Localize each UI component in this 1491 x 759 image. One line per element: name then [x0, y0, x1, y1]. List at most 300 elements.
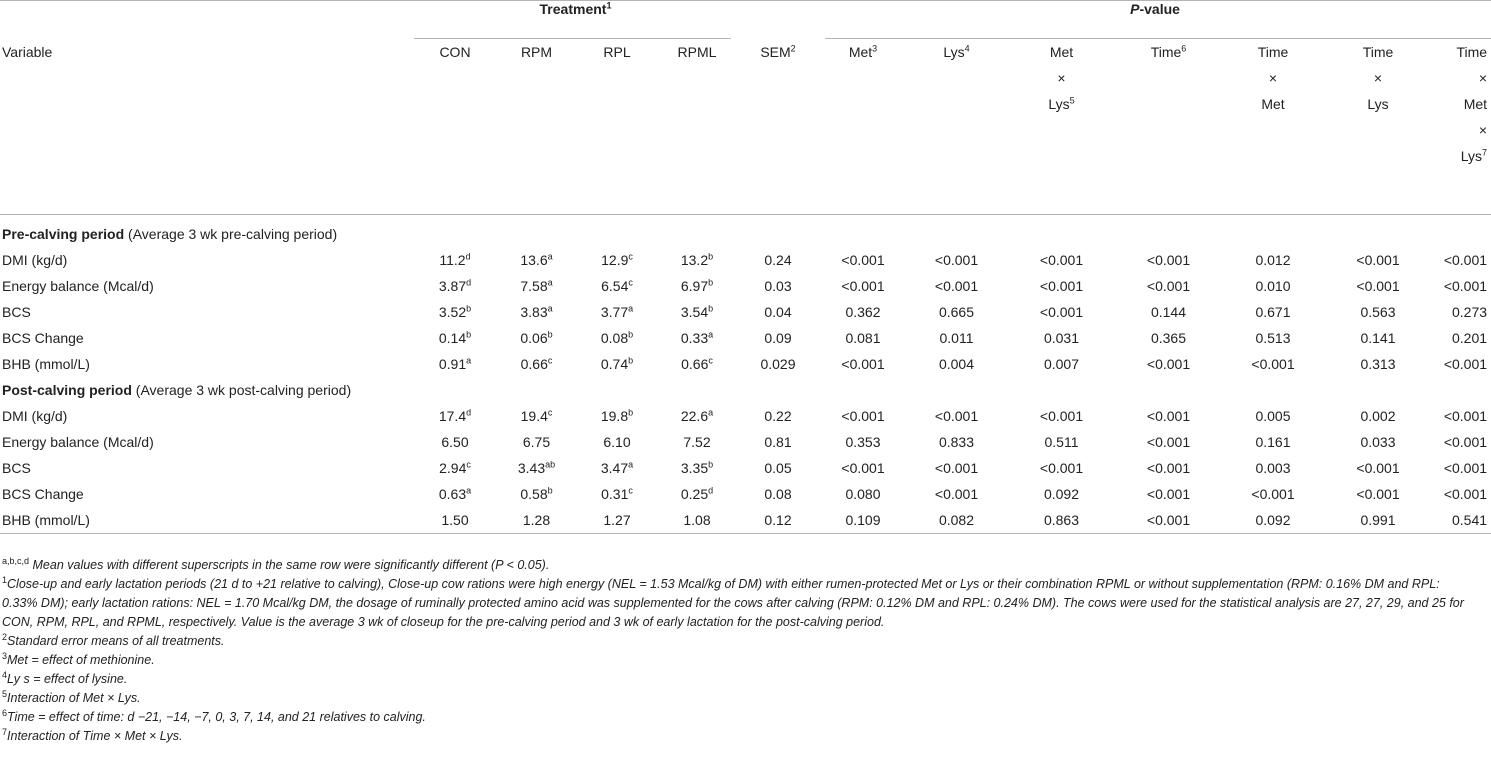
cell-superscript: a: [708, 329, 714, 340]
table-cell: [1220, 299, 1326, 325]
footnote: [2, 556, 1468, 575]
cell-value: 3.83: [520, 304, 548, 320]
table-cell: [1326, 247, 1430, 273]
table-cell: [414, 351, 496, 377]
cell-value: 11.2: [439, 252, 466, 268]
cell-value: 0.005: [1255, 408, 1291, 424]
cell-superscript: b: [628, 329, 634, 340]
col-header-timemetlys: [1430, 39, 1491, 214]
cell-value: 6.50: [441, 434, 469, 450]
cell-value: 0.092: [1255, 512, 1291, 528]
col-header-sup: 4: [964, 43, 970, 54]
section-label: [0, 215, 1491, 248]
table-row: [0, 429, 1491, 455]
col-header-time: [1117, 39, 1220, 214]
cell-value: 12.9: [601, 252, 629, 268]
cell-value: <0.001: [934, 460, 979, 476]
cell-value: 0.003: [1255, 460, 1291, 476]
table-cell: [819, 403, 907, 429]
cell-value: 0.31: [601, 486, 629, 502]
cell-value: 0.991: [1360, 512, 1396, 528]
col-header-text: Lys: [943, 44, 965, 60]
column-header-row: [0, 39, 1491, 214]
table-cell: [414, 247, 496, 273]
table-cell: [496, 455, 577, 481]
cell-value: 0.25: [680, 486, 709, 502]
table-cell: [1326, 481, 1430, 507]
col-header-line: Time: [1362, 44, 1394, 60]
table-cell: [1430, 455, 1491, 481]
table-cell: [414, 481, 496, 507]
blank-cell: [737, 1, 819, 40]
col-header-sup: 5: [1069, 95, 1075, 106]
cell-value: 0.12: [764, 512, 792, 528]
row-label: DMI (kg/d): [2, 408, 68, 424]
table-row: [0, 273, 1491, 299]
variable-header: Variable: [2, 44, 53, 60]
col-header-sup: 2: [790, 43, 796, 54]
cell-value: <0.001: [1146, 486, 1191, 502]
cell-value: <0.001: [1146, 252, 1191, 268]
cell-superscript: c: [628, 485, 633, 496]
table-cell: [1326, 507, 1430, 534]
col-header-text: Lys: [1460, 148, 1483, 164]
table-cell: [1006, 507, 1117, 534]
cell-value: 1.27: [603, 512, 631, 528]
cell-value: 0.04: [764, 304, 792, 320]
footnote: [2, 708, 1468, 727]
cell-value: 3.43: [517, 460, 546, 476]
cell-value: <0.001: [841, 252, 885, 268]
col-header-line: RPM: [520, 44, 553, 60]
table-cell: [1326, 403, 1430, 429]
table-cell: [1430, 325, 1491, 351]
table-cell: [1326, 351, 1430, 377]
cell-superscript: b: [628, 355, 634, 366]
table-row: [0, 351, 1491, 377]
footnote-text: Ly s = effect of lysine.: [7, 672, 128, 686]
footnote-sup: 3: [2, 650, 8, 661]
cell-superscript: d: [708, 485, 714, 496]
table-cell: [496, 351, 577, 377]
cell-value: <0.001: [1146, 408, 1191, 424]
table-cell: [657, 273, 737, 299]
col-header-line: ×: [1478, 70, 1488, 86]
table-cell: [1326, 455, 1430, 481]
pvalue-group-header: [819, 1, 1491, 40]
cell-value: 3.54: [680, 304, 709, 320]
table-cell: [414, 455, 496, 481]
cell-superscript: a: [466, 355, 472, 366]
table-cell: [1220, 273, 1326, 299]
col-header-sup: 7: [1482, 147, 1488, 158]
cell-value: 0.010: [1255, 278, 1291, 294]
row-label: BCS Change: [2, 486, 84, 502]
table-cell: [1117, 403, 1220, 429]
table-cell: [577, 507, 657, 534]
cell-value: 0.671: [1255, 304, 1291, 320]
table-cell: [1430, 273, 1491, 299]
col-header-line: Met: [1261, 96, 1285, 112]
table-cell: [577, 325, 657, 351]
cell-value: 19.4: [520, 408, 548, 424]
table-cell: [577, 273, 657, 299]
table-cell: [737, 403, 819, 429]
cell-value: <0.001: [841, 356, 885, 372]
table-cell: [657, 481, 737, 507]
cell-superscript: b: [708, 277, 714, 288]
col-header-line: [1117, 39, 1220, 65]
cell-value: 0.58: [520, 486, 548, 502]
table-cell: [414, 273, 496, 299]
footnote-text: Time = effect of time: d −21, −14, −7, 0, 3, 7, 14, and 21 relatives to calving.: [7, 710, 426, 724]
col-header-timemet: [1220, 39, 1326, 214]
cell-superscript: a: [547, 303, 553, 314]
table-cell: [657, 429, 737, 455]
cell-value: 0.109: [845, 512, 881, 528]
table-cell: [1220, 481, 1326, 507]
table-cell: [414, 299, 496, 325]
blank-cell: [0, 1, 414, 40]
cell-value: 17.4: [438, 408, 467, 424]
cell-value: 0.513: [1255, 330, 1291, 346]
cell-value: <0.001: [1356, 252, 1400, 268]
table-cell: [1430, 247, 1491, 273]
cell-value: <0.001: [1039, 252, 1084, 268]
cell-value: 0.09: [764, 330, 792, 346]
table-cell: [657, 455, 737, 481]
table-cell: [737, 455, 819, 481]
table-cell: [819, 481, 907, 507]
cell-value: 0.33: [680, 330, 709, 346]
cell-value: 13.6: [520, 252, 548, 268]
table-cell: [577, 403, 657, 429]
footnote-sup: 2: [2, 631, 8, 642]
table-cell: [414, 429, 496, 455]
col-header-line: ×: [1268, 70, 1278, 86]
treatment-label: Treatment: [539, 1, 607, 17]
cell-value: <0.001: [934, 486, 979, 502]
cell-superscript: b: [547, 329, 553, 340]
cell-value: 0.24: [764, 252, 792, 268]
col-header-line: ×: [1478, 122, 1488, 138]
cell-superscript: b: [547, 485, 553, 496]
cell-value: <0.001: [1146, 512, 1191, 528]
table-cell: [577, 247, 657, 273]
table-cell: [1430, 403, 1491, 429]
cell-value: 0.353: [845, 434, 881, 450]
footnote-text: Standard error means of all treatments.: [7, 634, 225, 648]
cell-value: 0.012: [1255, 252, 1291, 268]
col-header-line: ×: [1373, 70, 1383, 86]
table-cell: [737, 273, 819, 299]
table-cell: [907, 247, 1006, 273]
cell-superscript: d: [466, 277, 472, 288]
cell-value: <0.001: [1356, 460, 1400, 476]
footnote-text: Interaction of Time × Met × Lys.: [7, 729, 183, 743]
table-cell: [657, 351, 737, 377]
table-cell: [496, 247, 577, 273]
table-cell: [1430, 481, 1491, 507]
table-cell: [496, 403, 577, 429]
footnote: [2, 727, 1468, 746]
cell-value: 13.2: [680, 252, 709, 268]
table-cell: [737, 325, 819, 351]
table-cell: [1326, 273, 1430, 299]
table-cell: [414, 507, 496, 534]
row-label: BCS: [2, 460, 31, 476]
cell-superscript: b: [708, 303, 714, 314]
table-cell: [1220, 325, 1326, 351]
row-label: Energy balance (Mcal/d): [2, 278, 154, 294]
footnote-text: Met = effect of methionine.: [7, 653, 155, 667]
table-cell: [1006, 273, 1117, 299]
col-header-line: CON: [439, 44, 471, 60]
cell-value: 2.94: [439, 460, 467, 476]
cell-value: 0.029: [760, 356, 796, 372]
table-cell: [1006, 403, 1117, 429]
table-row: [0, 247, 1491, 273]
cell-value: 0.06: [520, 330, 548, 346]
row-label: BCS: [2, 304, 31, 320]
cell-value: <0.001: [934, 408, 979, 424]
row-label: BHB (mmol/L): [2, 356, 90, 372]
cell-value: 0.081: [845, 330, 881, 346]
cell-value: <0.001: [841, 278, 885, 294]
section-subtitle: (Average 3 wk pre-calving period): [124, 226, 338, 242]
cell-value: 0.033: [1360, 434, 1396, 450]
cell-value: 3.77: [600, 304, 629, 320]
cell-value: 0.81: [764, 434, 792, 450]
table-cell: [496, 481, 577, 507]
cell-value: 0.563: [1360, 304, 1396, 320]
section-title: Post-calving period: [2, 382, 132, 398]
table-cell: [657, 247, 737, 273]
col-header-text: Lys: [1048, 96, 1070, 112]
cell-value: 0.74: [600, 356, 629, 372]
table-cell: [819, 455, 907, 481]
cell-value: 7.58: [520, 278, 548, 294]
treatment-group-header: [414, 1, 737, 40]
cell-superscript: b: [708, 251, 714, 262]
table-cell: [737, 481, 819, 507]
col-header-met: [819, 39, 907, 214]
table-cell: [1006, 299, 1117, 325]
table-cell: [414, 403, 496, 429]
col-header-sem: [737, 39, 819, 214]
table-cell: [907, 351, 1006, 377]
table-cell: [1430, 507, 1491, 534]
cell-value: 22.6: [680, 408, 709, 424]
footnote-sup: 1: [2, 574, 8, 585]
cell-value: <0.001: [1443, 486, 1488, 502]
cell-value: 0.22: [764, 408, 792, 424]
table-cell: [414, 325, 496, 351]
table-cell: [1220, 429, 1326, 455]
footnote-sup: 7: [2, 726, 8, 737]
row-label: DMI (kg/d): [2, 252, 68, 268]
table-cell: [1117, 247, 1220, 273]
cell-superscript: c: [628, 277, 633, 288]
table-cell: [496, 507, 577, 534]
cell-value: 7.52: [683, 434, 711, 450]
cell-superscript: a: [547, 251, 553, 262]
col-header-line: Time: [1257, 44, 1289, 60]
table-cell: [1117, 273, 1220, 299]
col-header-line: [1006, 91, 1117, 117]
table-cell: [1006, 325, 1117, 351]
cell-value: 0.080: [845, 486, 881, 502]
table-cell: [737, 299, 819, 325]
table-cell: [496, 429, 577, 455]
footnote: [2, 689, 1468, 708]
cell-value: 0.665: [938, 304, 975, 320]
col-header-line: [907, 39, 1006, 65]
footnotes: [2, 556, 1468, 746]
cell-superscript: b: [708, 459, 714, 470]
table-row: [0, 325, 1491, 351]
footnote-text: Mean values with different superscripts in the same row were significantly different (P < 0.05).: [29, 558, 550, 572]
footnote-sup: 5: [2, 688, 8, 699]
table-cell: [1006, 455, 1117, 481]
treatment-sup: 1: [606, 0, 612, 11]
col-header-rpm: [496, 39, 577, 214]
table-row: [0, 455, 1491, 481]
cell-value: 0.313: [1360, 356, 1396, 372]
footnote-text: Interaction of Met × Lys.: [7, 691, 141, 705]
table-cell: [1117, 455, 1220, 481]
cell-value: 0.161: [1255, 434, 1291, 450]
table-cell: [1117, 299, 1220, 325]
cell-value: <0.001: [841, 408, 885, 424]
table-cell: [907, 429, 1006, 455]
table-row: [0, 481, 1491, 507]
table-cell: [1326, 299, 1430, 325]
col-header-rpml: [657, 39, 737, 214]
col-header-lys: [907, 39, 1006, 214]
col-header-line: Met: [1049, 44, 1074, 60]
cell-value: <0.001: [1356, 486, 1400, 502]
table-cell: [1006, 247, 1117, 273]
cell-value: <0.001: [1146, 278, 1191, 294]
section-subtitle: (Average 3 wk post-calving period): [131, 382, 352, 398]
col-header-line: [1430, 143, 1487, 169]
table-cell: [1220, 351, 1326, 377]
col-header-text: SEM: [760, 44, 791, 60]
cell-superscript: a: [547, 277, 553, 288]
table-cell: [907, 273, 1006, 299]
cell-value: 0.03: [764, 278, 792, 294]
cell-superscript: c: [547, 407, 553, 418]
table-cell: [1006, 351, 1117, 377]
cell-value: <0.001: [1039, 278, 1084, 294]
cell-superscript: b: [466, 329, 472, 340]
table-cell: [737, 507, 819, 534]
cell-value: <0.001: [1251, 486, 1295, 502]
cell-value: 0.365: [1150, 330, 1187, 346]
footnote-sup: 6: [2, 707, 8, 718]
col-header-line: Met: [1463, 96, 1488, 112]
table-cell: [907, 481, 1006, 507]
table-cell: [737, 429, 819, 455]
table-cell: [577, 351, 657, 377]
table-cell: [1220, 455, 1326, 481]
cell-value: 19.8: [600, 408, 629, 424]
cell-value: 0.66: [681, 356, 709, 372]
cell-value: 0.863: [1043, 512, 1080, 528]
footnote-sup: a,b,c,d: [2, 555, 30, 566]
row-label: BHB (mmol/L): [0, 507, 414, 534]
cell-value: <0.001: [841, 460, 885, 476]
table-cell: [657, 325, 737, 351]
table-cell: [657, 507, 737, 534]
section-label: [0, 377, 1491, 403]
table-cell: [1326, 325, 1430, 351]
cell-value: 0.05: [764, 460, 792, 476]
cell-value: 3.47: [600, 460, 629, 476]
table-cell: [737, 247, 819, 273]
pvalue-p: P: [1130, 1, 1140, 17]
cell-superscript: a: [628, 459, 634, 470]
table-cell: [657, 299, 737, 325]
table-cell: [1220, 403, 1326, 429]
col-header-line: RPML: [677, 44, 717, 60]
table-cell: [907, 299, 1006, 325]
table-cell: [577, 299, 657, 325]
cell-value: <0.001: [1146, 460, 1191, 476]
table-cell: [577, 455, 657, 481]
table-row: [0, 403, 1491, 429]
table-cell: [1430, 351, 1491, 377]
cell-value: 0.273: [1452, 304, 1488, 320]
cell-value: <0.001: [1146, 434, 1191, 450]
cell-value: 0.007: [1043, 356, 1080, 372]
col-header-text: Met: [848, 44, 873, 60]
cell-superscript: c: [547, 355, 553, 366]
section-row: [0, 215, 1491, 248]
cell-value: <0.001: [1251, 356, 1295, 372]
table-cell: [819, 325, 907, 351]
table-cell: [819, 273, 907, 299]
table-cell: [577, 481, 657, 507]
cell-value: 0.541: [1452, 512, 1488, 528]
footnote-sup: 4: [2, 669, 8, 680]
cell-superscript: c: [708, 355, 713, 366]
cell-value: 0.002: [1360, 408, 1396, 424]
cell-superscript: ab: [545, 459, 556, 470]
pvalue-rest: -value: [1139, 1, 1180, 17]
table-cell: [819, 247, 907, 273]
table-row: [0, 299, 1491, 325]
table-cell: [1430, 299, 1491, 325]
table-cell: [907, 325, 1006, 351]
row-label: BCS Change: [2, 330, 84, 346]
cell-value: <0.001: [1443, 356, 1488, 372]
cell-superscript: b: [466, 303, 472, 314]
col-header-metlys: [1006, 39, 1117, 214]
table-cell: [1117, 429, 1220, 455]
table-cell: [1006, 481, 1117, 507]
row-label: Energy balance (Mcal/d): [2, 434, 154, 450]
cell-value: 0.004: [938, 356, 975, 372]
footnote-text: Close-up and early lactation periods (21 d to +21 relative to calving), Close-up cow rations were high energy (NEL = 1.53 Mcal/kg of DM) with either rumen-protected Met or Lys or their combination RPML or without supplementation (RPM: 0.16% DM and RPL: 0.33% DM); early lactation rations: NEL = 1.70 Mcal/kg DM, the dosage of ruminally protected amino acid was supplemented for the cows after calving (RPM: 0.12% DM and RPL: 0.24% DM). The cows were used for the statistical analysis are 27, 27, 29, and 25 for CON, RPM, RPL, and RPML, respectively. Value is the average 3 wk of closeup for the pre-calving period and 3 wk of early lactation for the post-calving period.: [2, 577, 1464, 629]
cell-value: <0.001: [1443, 408, 1488, 424]
cell-value: 6.97: [680, 278, 709, 294]
table-cell: [907, 455, 1006, 481]
col-header-sup: 6: [1181, 43, 1187, 54]
section-title: Pre-calving period: [2, 226, 125, 242]
cell-value: 0.011: [939, 330, 974, 346]
